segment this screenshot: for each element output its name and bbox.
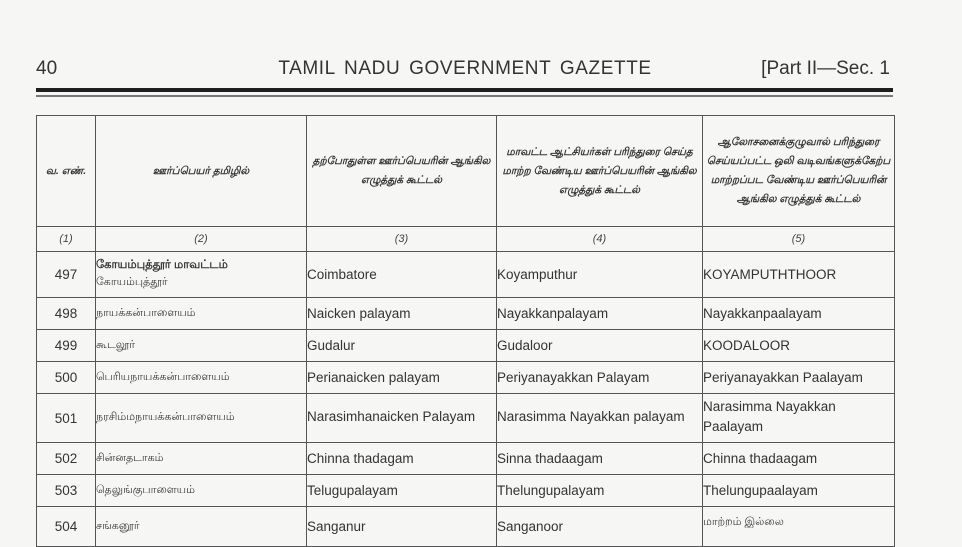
serial-number: 500: [37, 362, 96, 394]
header-rule-thick: [36, 88, 893, 92]
tamil-name-cell: [96, 252, 307, 298]
committee-spelling: Narasimma Nayakkan Paalayam: [703, 394, 895, 443]
serial-number: 502: [37, 443, 96, 475]
collector-spelling: Narasimma Nayakkan palayam: [497, 394, 703, 443]
committee-spelling: Thelungupaalayam: [703, 475, 895, 507]
serial-number: 498: [37, 298, 96, 330]
district-heading: கோயம்புத்தூர் மாவட்டம்: [96, 259, 228, 271]
committee-spelling: KOODALOOR: [703, 330, 895, 362]
table-row: [37, 330, 895, 362]
table-row: [37, 298, 895, 330]
current-spelling: Gudalur: [307, 330, 497, 362]
table-row: [37, 475, 895, 507]
header-tamil-name: ஊர்ப்பெயர் தமிழில்: [96, 116, 307, 227]
tamil-name: பெரியநாயக்கன்பாளையம்: [96, 362, 307, 394]
header-collector-spelling: மாவட்ட ஆட்சியர்கள் பரிந்துரை செய்த மாற்ற வேண்டிய ஊர்ப்பெயரின் ஆங்கில எழுத்துக் கூட்டல்: [497, 116, 703, 227]
header-serial-number: வ. எண்.: [37, 116, 96, 227]
current-spelling: Perianaicken palayam: [307, 362, 497, 394]
tamil-name: கூடலூர்: [96, 330, 307, 362]
serial-number: 499: [37, 330, 96, 362]
tamil-name: நாயக்கன்பாளையம்: [96, 298, 307, 330]
header-rule-thin: [36, 95, 893, 97]
table-row: [37, 252, 895, 298]
serial-number: 501: [37, 394, 96, 443]
table-row: [37, 362, 895, 394]
current-spelling: Coimbatore: [307, 252, 497, 298]
current-spelling: Narasimhanaicken Palayam: [307, 394, 497, 443]
place-names-table: [36, 115, 895, 547]
collector-spelling: Sinna thadaagam: [497, 443, 703, 475]
table-row: [37, 443, 895, 475]
committee-spelling: Nayakkanpaalayam: [703, 298, 895, 330]
tamil-name: சின்னதடாகம்: [96, 443, 307, 475]
table-header-row: [37, 116, 895, 227]
collector-spelling: Sanganoor: [497, 507, 703, 547]
page-header: [36, 56, 894, 86]
current-spelling: Sanganur: [307, 507, 497, 547]
page-number: 40: [36, 58, 58, 79]
header-committee-spelling: ஆலோசனைக்குழுவால் பரிந்துரை செய்யப்பட்ட ஒலி வடிவங்களுக்கேற்ப மாற்றப்பட வேண்டிய ஊர்ப்பெயரின் ஆங்கில எழுத்துக் கூட்டல்: [703, 116, 895, 227]
serial-number: 504: [37, 507, 96, 547]
gazette-title: TAMIL NADU GOVERNMENT GAZETTE: [278, 58, 652, 79]
current-spelling: Naicken palayam: [307, 298, 497, 330]
table-row: [37, 394, 895, 443]
tamil-name: நரசிம்மநாயக்கன்பாளையம்: [96, 394, 307, 443]
collector-spelling: Nayakkanpalayam: [497, 298, 703, 330]
column-number: (4): [497, 227, 703, 252]
committee-spelling: KOYAMPUTHTHOOR: [703, 252, 895, 298]
column-number: (5): [703, 227, 895, 252]
column-number: (2): [96, 227, 307, 252]
tamil-name: தெலுங்குபாளையம்: [96, 475, 307, 507]
collector-spelling: Periyanayakkan Palayam: [497, 362, 703, 394]
column-number: (1): [37, 227, 96, 252]
serial-number: 503: [37, 475, 96, 507]
committee-spelling: Chinna thadaagam: [703, 443, 895, 475]
current-spelling: Telugupalayam: [307, 475, 497, 507]
committee-spelling: Periyanayakkan Paalayam: [703, 362, 895, 394]
collector-spelling: Thelungupalayam: [497, 475, 703, 507]
collector-spelling: Koyamputhur: [497, 252, 703, 298]
collector-spelling: Gudaloor: [497, 330, 703, 362]
header-current-spelling: தற்போதுள்ள ஊர்ப்பெயரின் ஆங்கில எழுத்துக் கூட்டல்: [307, 116, 497, 227]
column-number-row: [37, 227, 895, 252]
tamil-name: சங்கனூர்: [96, 507, 307, 547]
tamil-name: கோயம்புத்தூர்: [96, 276, 168, 288]
serial-number: 497: [37, 252, 96, 298]
column-number: (3): [307, 227, 497, 252]
section-label: [Part II—Sec. 1: [761, 58, 890, 79]
committee-spelling: மாற்றம் இல்லை: [703, 507, 895, 547]
current-spelling: Chinna thadagam: [307, 443, 497, 475]
